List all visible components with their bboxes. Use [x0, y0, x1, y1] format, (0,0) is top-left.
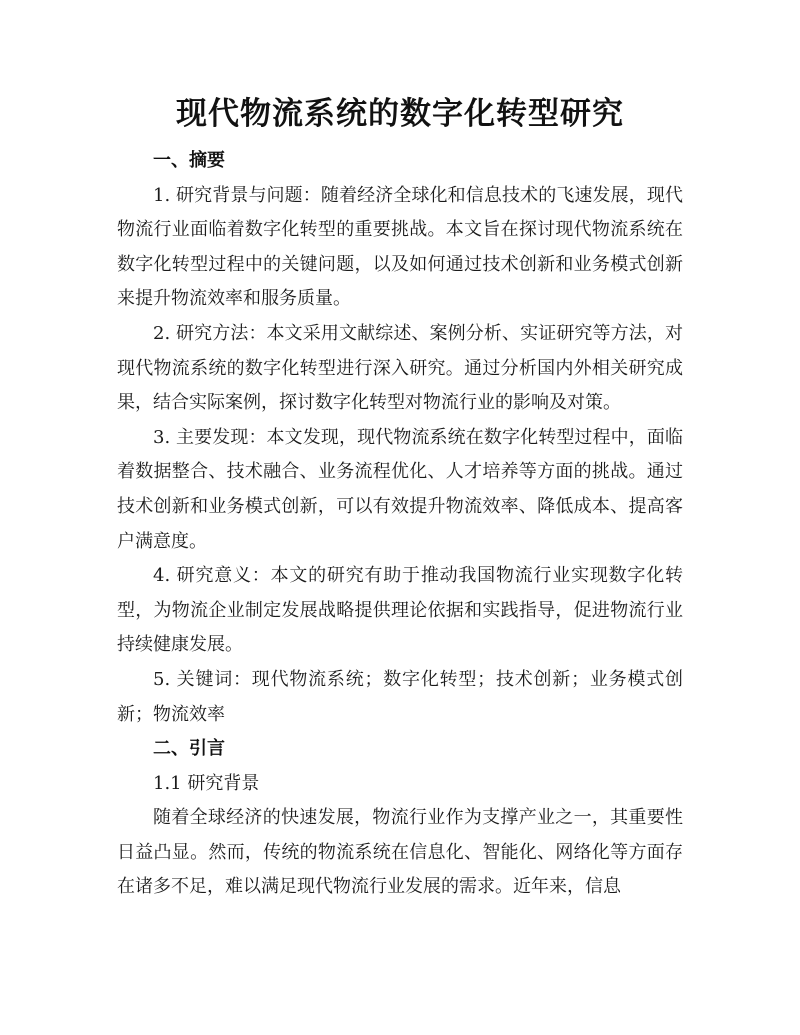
abstract-item-methods: 2. 研究方法：本文采用文献综述、案例分析、实证研究等方法，对现代物流系统的数字化转型进行深入研究。通过分析国内外相关研究成果，结合实际案例，探讨数字化转型对物流行业的影响及对策。 [117, 322, 683, 414]
document-title: 现代物流系统的数字化转型研究 [176, 96, 624, 132]
abstract-item-significance: 4. 研究意义：本文的研究有助于推动我国物流行业实现数字化转型，为物流企业制定发展战略提供理论依据和实践指导，促进物流行业持续健康发展。 [117, 565, 683, 656]
subsection-heading-background: 1.1 研究背景 [153, 772, 260, 794]
abstract-item-background: 1. 研究背景与问题：随着经济全球化和信息技术的飞速发展，现代物流行业面临着数字化转型的重要挑战。本文旨在探讨现代物流系统在数字化转型过程中的关键问题，以及如何通过技术创新和业务模式创新来提升物流效率和服务质量。 [117, 184, 683, 310]
section-heading-introduction: 二、引言 [153, 738, 225, 760]
introduction-paragraph: 随着全球经济的快速发展，物流行业作为支撑产业之一，其重要性日益凸显。然而，传统的物流系统在信息化、智能化、网络化等方面存在诸多不足，难以满足现代物流行业发展的需求。近年来，信息 [117, 807, 683, 898]
abstract-item-keywords: 5. 关键词：现代物流系统；数字化转型；技术创新；业务模式创新；物流效率 [117, 668, 683, 725]
section-heading-abstract: 一、摘要 [153, 150, 225, 171]
abstract-item-findings: 3. 主要发现：本文发现，现代物流系统在数字化转型过程中，面临着数据整合、技术融合、业务流程优化、人才培养等方面的挑战。通过技术创新和业务模式创新，可以有效提升物流效率、降低成本、提高客户满意度。 [117, 426, 683, 552]
document-body [117, 144, 683, 905]
